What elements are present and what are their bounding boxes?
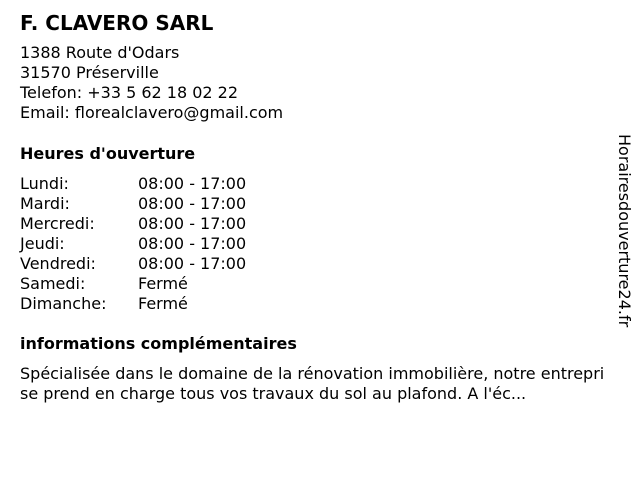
time-value: 08:00 - 17:00 <box>138 214 247 233</box>
address-city: 31570 Préserville <box>20 63 159 82</box>
day-label: Vendredi: <box>20 254 96 273</box>
hours-row-monday <box>20 174 246 194</box>
hours-row-saturday <box>20 274 246 294</box>
additional-info-heading: informations complémentaires <box>20 334 297 353</box>
hours-row-friday <box>20 254 246 274</box>
day-label: Samedi: <box>20 274 86 293</box>
time-value: 08:00 - 17:00 <box>138 254 247 273</box>
hours-row-tuesday <box>20 194 246 214</box>
opening-hours-table <box>20 174 246 314</box>
opening-hours-heading: Heures d'ouverture <box>20 144 196 163</box>
day-label: Mardi: <box>20 194 70 213</box>
time-value: 08:00 - 17:00 <box>138 174 247 193</box>
time-value: Fermé <box>138 274 188 293</box>
email-line: Email: florealclavero@gmail.com <box>20 103 284 122</box>
contact-block <box>20 43 283 123</box>
day-label: Dimanche: <box>20 294 107 313</box>
company-name: F. CLAVERO SARL <box>20 11 214 35</box>
time-value: 08:00 - 17:00 <box>138 194 247 213</box>
address-street: 1388 Route d'Odars <box>20 43 180 62</box>
hours-row-wednesday <box>20 214 246 234</box>
hours-row-thursday <box>20 234 246 254</box>
hours-row-sunday <box>20 294 246 314</box>
site-watermark: Horairesdouverture24.fr <box>615 134 634 328</box>
time-value: Fermé <box>138 294 188 313</box>
phone-line: Telefon: +33 5 62 18 02 22 <box>20 83 239 102</box>
day-label: Jeudi: <box>20 234 65 253</box>
time-value: 08:00 - 17:00 <box>138 234 247 253</box>
day-label: Lundi: <box>20 174 69 193</box>
company-description: Spécialisée dans le domaine de la rénovation immobilière, notre entreprise prend en charge tous vos travaux du sol au plafond. A l'éc... <box>20 364 605 403</box>
day-label: Mercredi: <box>20 214 95 233</box>
